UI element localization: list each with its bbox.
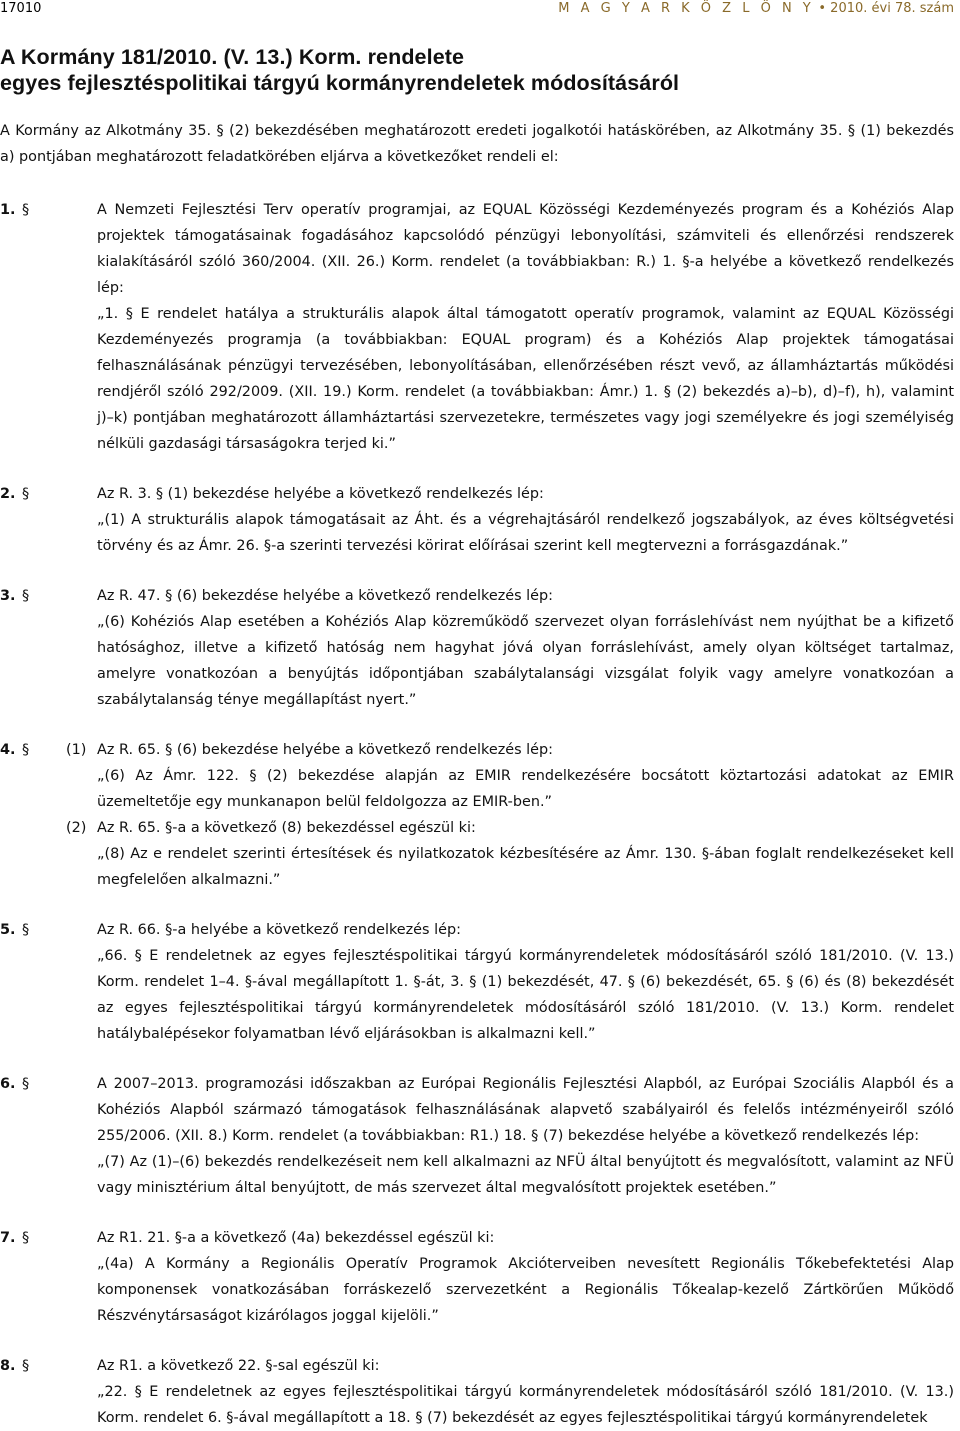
quoted-provision: „(1) A strukturális alapok támogatásait az Áht. és a végrehajtásáról rendelkező jogszabályok, az éves költségvetési törvény és az Ámr. 26. §-a szerinti tervezési körirat előírásai szerint kell megtervezni a forrásgazdának.” xyxy=(97,512,954,554)
quoted-provision: „66. § E rendeletnek az egyes fejlesztéspolitikai tárgyú kormányrendeletek módosításáról szóló 181/2010. (V. 13.) Korm. rendelet 1–4. §-ával megállapított 1. §-át, 3. § (1) bekezdését, 47. § (6) bekezdését, 65. § (6) és (8) bekezdését az egyes fejlesztéspolitikai tárgyú kormányrendeletek módosításáról szóló 181/2010. (V. 13.) Korm. rendelet hatálybalépésekor folyamatban lévő eljárásokban is alkalmazni kell.” xyxy=(97,948,954,1042)
decree-title-line-1: A Kormány 181/2010. (V. 13.) Korm. rendelete xyxy=(0,45,465,69)
page-header xyxy=(0,0,954,18)
quoted-provision: „(6) Kohéziós Alap esetében a Kohéziós Alap közreműködő szervezet olyan forráslehívást nem nyújthat be a kifizető hatósághoz, illetve a kifizető hatóság nem hagyhat jóvá olyan forráslehívást, amely olyan költséget tartalmaz, amelyre vonatkozóan a benyújtás időpontjában szabálytalansági vizsgálat folyik vagy amelyre vonatkozóan a szabálytalanság ténye megállapítást nyert.” xyxy=(97,614,954,708)
section-sign: § xyxy=(22,1358,30,1374)
subsection-1 xyxy=(66,737,954,815)
section-text: Az R1. 21. §-a a következő (4a) bekezdéssel egészül ki: xyxy=(97,1230,495,1246)
subsection-label: (1) xyxy=(66,742,87,758)
section-sign: § xyxy=(22,1076,30,1092)
section-text: A 2007–2013. programozási időszakban az Európai Regionális Fejlesztési Alapból, az Európai Szociális Alapból és a Kohéziós Alapból származó támogatások felhasználásának alapvető szabályairól és felelős intézményeiről szóló 255/2006. (XII. 8.) Korm. rendelet (a továbbiakban: R1.) 18. § (7) bekezdése helyébe a következő rendelkezés lép: xyxy=(97,1076,954,1144)
quoted-provision: „(7) Az (1)–(6) bekezdés rendelkezéseit nem kell alkalmazni az NFÜ által benyújtott és megvalósított, valamint az NFÜ vagy minisztérium által benyújtott, de más szervezet által megvalósított projektek esetében.” xyxy=(97,1154,954,1196)
section-number: 4. xyxy=(0,742,16,758)
section-text: Az R. 65. § (6) bekezdése helyébe a következő rendelkezés lép: xyxy=(97,742,554,758)
section-1 xyxy=(0,197,954,457)
subsection-label: (2) xyxy=(66,820,87,836)
publication-name: M A G Y A R K Ö Z L Ö N Y xyxy=(558,1,815,16)
section-number: 1. xyxy=(0,202,16,218)
section-number: 2. xyxy=(0,486,16,502)
section-3 xyxy=(0,583,954,713)
section-sign: § xyxy=(22,202,30,218)
section-text: Az R. 3. § (1) bekezdése helyébe a következő rendelkezés lép: xyxy=(97,486,544,502)
section-number: 7. xyxy=(0,1230,16,1246)
quoted-provision: „(8) Az e rendelet szerinti értesítések és nyilatkozatok kézbesítésére az Ámr. 130. §-ában foglalt rendelkezéseket kell megfelelően alkalmazni.” xyxy=(97,846,954,888)
section-text: Az R1. a következő 22. §-sal egészül ki: xyxy=(97,1358,380,1374)
section-number: 3. xyxy=(0,588,16,604)
section-8 xyxy=(0,1353,954,1431)
section-text: Az R. 65. §-a a következő (8) bekezdéssel egészül ki: xyxy=(97,820,476,836)
section-4 xyxy=(0,737,954,893)
section-7 xyxy=(0,1225,954,1329)
section-sign: § xyxy=(22,742,30,758)
section-sign: § xyxy=(22,486,30,502)
quoted-provision: „22. § E rendeletnek az egyes fejlesztéspolitikai tárgyú kormányrendeletek módosításáról szóló 181/2010. (V. 13.) Korm. rendelet 6. §-ával megállapított a 18. § (7) bekezdését az egyes fejlesztéspolitikai tárgyú kormányrendeletek xyxy=(97,1384,954,1426)
subsection-2 xyxy=(66,815,954,893)
section-number: 6. xyxy=(0,1076,16,1092)
quoted-provision: „(6) Az Ámr. 122. § (2) bekezdése alapján az EMIR rendelkezésére bocsátott köztartozási adatokat az EMIR üzemeltetője egy munkanapon belül feldolgozza az EMIR-ben.” xyxy=(97,768,954,810)
quoted-provision: „(4a) A Kormány a Regionális Operatív Programok Akcióterveiben nevesített Regionális Tőkebefektetési Alap komponensek vonatkozásában forráskezelő szervezetként a Regionális Tőkealap-kezelő Zártkörűen Működő Részvénytársaságot kizárólagos joggal kijelöli.” xyxy=(97,1256,954,1324)
issue-info: • 2010. évi 78. szám xyxy=(814,1,954,16)
section-text: Az R. 66. §-a helyébe a következő rendelkezés lép: xyxy=(97,922,461,938)
section-sign: § xyxy=(22,922,30,938)
section-number: 5. xyxy=(0,922,16,938)
quoted-provision: „1. § E rendelet hatálya a strukturális alapok által támogatott operatív programok, valamint az EQUAL Közösségi Kezdeményezés programja (a továbbiakban: EQUAL program) és a Kohéziós Alap projektek támogatásai felhasználásának pénzügyi tervezésében, lebonyolításában, ellenőrzésében részt vevő, az államháztartás működési rendjéről szóló 292/2009. (XII. 19.) Korm. rendelet (a továbbiakban: Ámr.) 1. § (2) bekezdés a)–b), d)–f), h), valamint j)–k) pontjában meghatározott államháztartási szervezetekre, természetes vagy jogi személyekre és jogi személyiség nélküli gazdasági társaságokra terjed ki.” xyxy=(97,306,954,452)
section-text: A Nemzeti Fejlesztési Terv operatív programjai, az EQUAL Közösségi Kezdeményezés program és a Kohéziós Alap projektek támogatásainak fogadásához kapcsolódó pénzügyi lebonyolítási, számviteli és ellenőrzési rendszerek kialakításáról szóló 360/2004. (XII. 26.) Korm. rendelet (a továbbiakban: R.) 1. §-a helyébe a következő rendelkezés lép: xyxy=(97,202,954,296)
section-number: 8. xyxy=(0,1358,16,1374)
decree-title-line-2: egyes fejlesztéspolitikai tárgyú kormányrendeletek módosításáról xyxy=(0,71,680,95)
sections xyxy=(0,197,954,1431)
section-text: Az R. 47. § (6) bekezdése helyébe a következő rendelkezés lép: xyxy=(97,588,554,604)
section-6 xyxy=(0,1071,954,1201)
section-5 xyxy=(0,917,954,1047)
preamble: A Kormány az Alkotmány 35. § (2) bekezdésében meghatározott eredeti jogalkotói hatáskörében, az Alkotmány 35. § (1) bekezdés a) pontjában meghatározott feladatkörében eljárva a következőket rendeli el: xyxy=(0,123,954,165)
section-sign: § xyxy=(22,588,30,604)
publication-title xyxy=(558,0,954,18)
section-sign: § xyxy=(22,1230,30,1246)
section-2 xyxy=(0,481,954,559)
decree-title xyxy=(0,44,940,96)
page-number: 17010 xyxy=(0,1,42,16)
